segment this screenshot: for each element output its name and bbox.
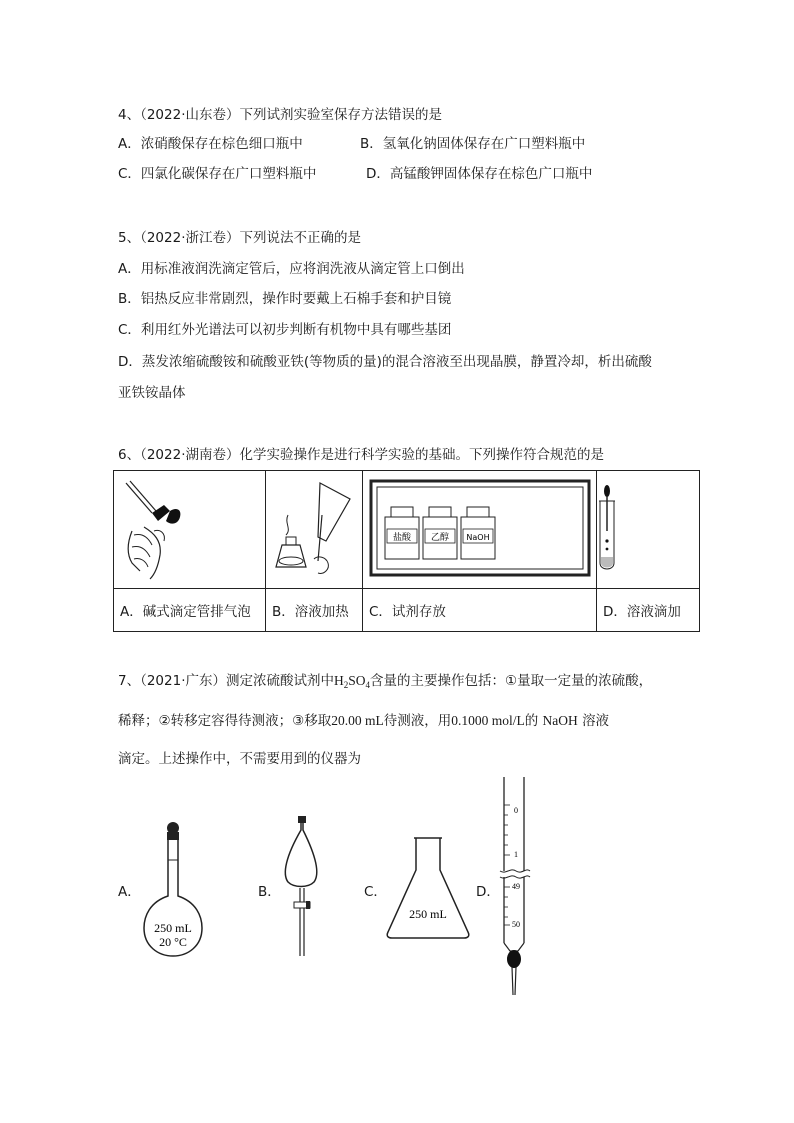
q4-option-c: C．四氯化碳保存在广口塑料瓶中	[118, 166, 317, 182]
q6-image-b	[266, 471, 363, 589]
q6-image-a	[114, 471, 266, 589]
q6-caption-a: A．碱式滴定管排气泡	[114, 589, 266, 632]
q5-option-b: B．铝热反应非常剧烈，操作时要戴上石棉手套和护目镜	[118, 291, 452, 307]
q7-option-d-letter: D．	[476, 884, 500, 900]
q5-option-c: C．利用红外光谱法可以初步判断有机物中具有哪些基团	[118, 322, 452, 338]
bottle-label-ethanol: 乙醇	[430, 533, 450, 543]
q6-caption-d: D．溶液滴加	[597, 589, 700, 632]
q6-caption-b: B．溶液加热	[266, 589, 363, 632]
bottle-label-hcl: 盐酸	[392, 533, 412, 543]
test-tube-heating-icon	[266, 471, 362, 584]
flask-volume-label: 250 mL	[154, 921, 192, 935]
volume-value: 20.00 mL	[331, 713, 384, 728]
q6-stem: 6、（2022·湖南卷）化学实验操作是进行科学实验的基础。下列操作符合规范的是	[118, 447, 604, 463]
q6-operations-table	[113, 470, 700, 632]
formula-h2so4: $H_2SO_4$	[334, 673, 371, 690]
q7-option-a-letter: A．	[118, 884, 141, 900]
q6-image-d	[597, 471, 700, 589]
burette-mark-49: 49	[512, 882, 520, 891]
q5-option-d-cont: 亚铁铵晶体	[118, 385, 186, 401]
q7-stem-line2: 稀释；②转移定容得待测液；③移取20.00 mL待测液，用0.1000 mol/L的 NaOH 溶液	[118, 713, 610, 729]
burette-mark-50: 50	[512, 920, 520, 929]
q4-option-a: A．浓硝酸保存在棕色细口瓶中	[118, 136, 303, 152]
naoh-formula: NaOH	[542, 713, 578, 728]
burette-icon	[496, 775, 536, 1001]
flask-temp-label: 20 °C	[159, 935, 187, 949]
q5-stem: 5、（2022·浙江卷）下列说法不正确的是	[118, 230, 361, 246]
q7-stem-part: 7、（2021·广东）测定浓硫酸试剂中	[118, 673, 334, 689]
burette-bubble-hand-icon	[114, 471, 265, 584]
erlenmeyer-flask-icon	[384, 836, 472, 940]
bottle-label-naoh: NaOH	[466, 533, 490, 542]
q7-option-c-letter: C．	[364, 884, 387, 900]
dropper-test-tube-icon	[597, 471, 699, 584]
separatory-funnel-icon	[280, 816, 330, 964]
q4-stem: 4、（2022·山东卷）下列试剂实验室保存方法错误的是	[118, 107, 442, 123]
q7-option-b-letter: B．	[258, 884, 281, 900]
burette-mark-0: 0	[514, 806, 518, 815]
q4-option-b: B．氢氧化钠固体保存在广口塑料瓶中	[360, 136, 586, 152]
q5-option-a: A．用标准液润洗滴定管后，应将润洗液从滴定管上口倒出	[118, 261, 465, 277]
concentration-value: 0.1000 mol/L	[451, 713, 525, 728]
reagent-shelf-icon	[363, 471, 596, 584]
erlenmeyer-volume-label: 250 mL	[409, 907, 447, 921]
q6-caption-c: C．试剂存放	[363, 589, 597, 632]
q6-image-c	[363, 471, 597, 589]
q5-option-d: D．蒸发浓缩硫酸铵和硫酸亚铁(等物质的量)的混合溶液至出现晶膜，静置冷却，析出硫酸	[118, 354, 652, 370]
q4-option-d: D．高锰酸钾固体保存在棕色广口瓶中	[366, 166, 593, 182]
q7-stem-part2: 含量的主要操作包括：①量取一定量的浓硫酸，	[370, 673, 653, 689]
q7-stem-line3: 滴定。上述操作中，不需要用到的仪器为	[118, 751, 361, 767]
burette-mark-1: 1	[514, 850, 518, 859]
q7-stem-line1	[118, 672, 652, 694]
volumetric-flask-icon	[140, 820, 210, 960]
